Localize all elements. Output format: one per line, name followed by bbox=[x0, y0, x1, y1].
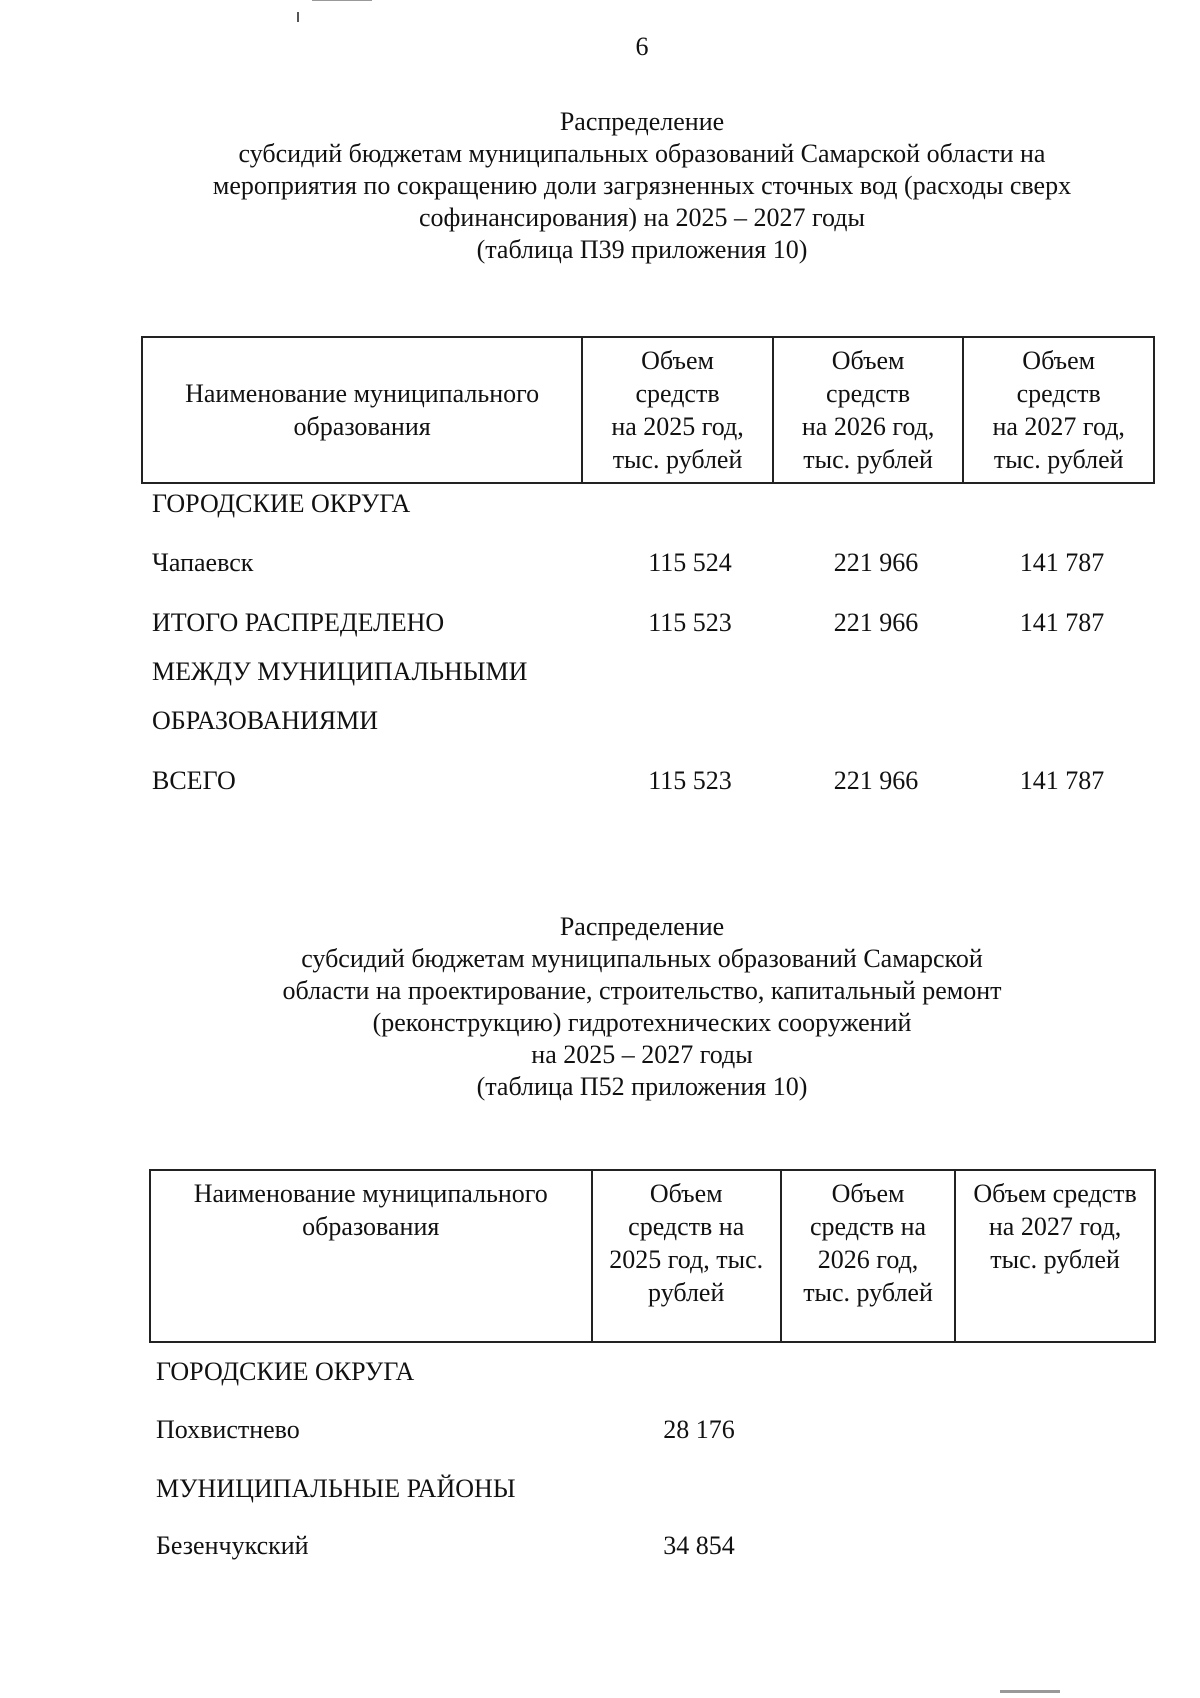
table-row bbox=[152, 654, 1152, 690]
title-line: (таблица П39 приложения 10) bbox=[476, 235, 808, 264]
title-line: области на проектирование, строительство, капитальный ремонт bbox=[282, 976, 1002, 1005]
row-name: ГОРОДСКИЕ ОКРУГА bbox=[156, 1357, 415, 1386]
value-2025: 28 176 bbox=[663, 1415, 735, 1444]
scan-mark bbox=[312, 0, 372, 1]
value-2025: 34 854 bbox=[663, 1531, 735, 1560]
value-2025: 115 523 bbox=[648, 766, 732, 795]
table-row bbox=[156, 1412, 1156, 1448]
row-name: ОБРАЗОВАНИЯМИ bbox=[152, 706, 379, 735]
title-line: мероприятия по сокращению доли загрязненных сточных вод (расходы сверх bbox=[212, 171, 1072, 200]
scan-mark bbox=[297, 12, 299, 22]
scan-mark bbox=[1000, 1690, 1060, 1693]
table-row bbox=[152, 545, 1152, 581]
value-2026: 221 966 bbox=[833, 548, 919, 577]
row-name: Безенчукский bbox=[156, 1531, 309, 1560]
row-name: МУНИЦИПАЛЬНЫЕ РАЙОНЫ bbox=[156, 1474, 516, 1503]
section1-title bbox=[0, 106, 1200, 266]
table-row bbox=[152, 605, 1152, 641]
title-line: на 2025 – 2027 годы bbox=[531, 1040, 753, 1069]
header-2025: Объем средств на 2025 год, тыс. рублей bbox=[582, 337, 773, 483]
section2-title bbox=[0, 911, 1200, 1103]
table-row bbox=[156, 1471, 1156, 1507]
row-name: МЕЖДУ МУНИЦИПАЛЬНЫМИ bbox=[152, 657, 528, 686]
table-row bbox=[156, 1528, 1156, 1564]
row-name: ИТОГО РАСПРЕДЕЛЕНО bbox=[152, 608, 445, 637]
header-2025: Объем средств на 2025 год, тыс. рублей bbox=[592, 1170, 781, 1342]
row-name: ВСЕГО bbox=[152, 766, 236, 795]
title-line: Распределение bbox=[559, 107, 725, 136]
header-name: Наименование муниципального образования bbox=[150, 1170, 592, 1342]
title-line: софинансирования) на 2025 – 2027 годы bbox=[419, 203, 865, 232]
page-number: 6 bbox=[635, 32, 649, 61]
row-name: Чапаевск bbox=[152, 548, 254, 577]
title-line: Распределение bbox=[559, 912, 725, 941]
title-line: (таблица П52 приложения 10) bbox=[476, 1072, 808, 1101]
table-row bbox=[152, 703, 1152, 739]
header-2027: Объем средств на 2027 год, тыс. рублей bbox=[955, 1170, 1155, 1342]
table-row bbox=[156, 1354, 1156, 1390]
section1-header-table bbox=[141, 336, 1155, 484]
table-row bbox=[152, 763, 1152, 799]
header-2026: Объем средств на 2026 год, тыс. рублей bbox=[773, 337, 964, 483]
title-line: субсидий бюджетам муниципальных образований Самарской области на bbox=[238, 139, 1046, 168]
value-2026: 221 966 bbox=[833, 766, 919, 795]
section2-header-table bbox=[149, 1169, 1156, 1343]
value-2027: 141 787 bbox=[1019, 766, 1105, 795]
value-2027: 141 787 bbox=[1019, 548, 1105, 577]
header-name: Наименование муниципального образования bbox=[142, 337, 582, 483]
table-row bbox=[152, 486, 1152, 522]
row-name: Похвистнево bbox=[156, 1415, 300, 1444]
value-2027: 141 787 bbox=[1019, 608, 1105, 637]
title-line: (реконструкцию) гидротехнических сооружений bbox=[372, 1008, 912, 1037]
value-2025: 115 523 bbox=[648, 608, 732, 637]
header-2026: Объем средств на 2026 год, тыс. рублей bbox=[781, 1170, 955, 1342]
header-2027: Объем средств на 2027 год, тыс. рублей bbox=[963, 337, 1154, 483]
title-line: субсидий бюджетам муниципальных образований Самарской bbox=[301, 944, 983, 973]
row-name: ГОРОДСКИЕ ОКРУГА bbox=[152, 489, 411, 518]
value-2025: 115 524 bbox=[648, 548, 732, 577]
value-2026: 221 966 bbox=[833, 608, 919, 637]
